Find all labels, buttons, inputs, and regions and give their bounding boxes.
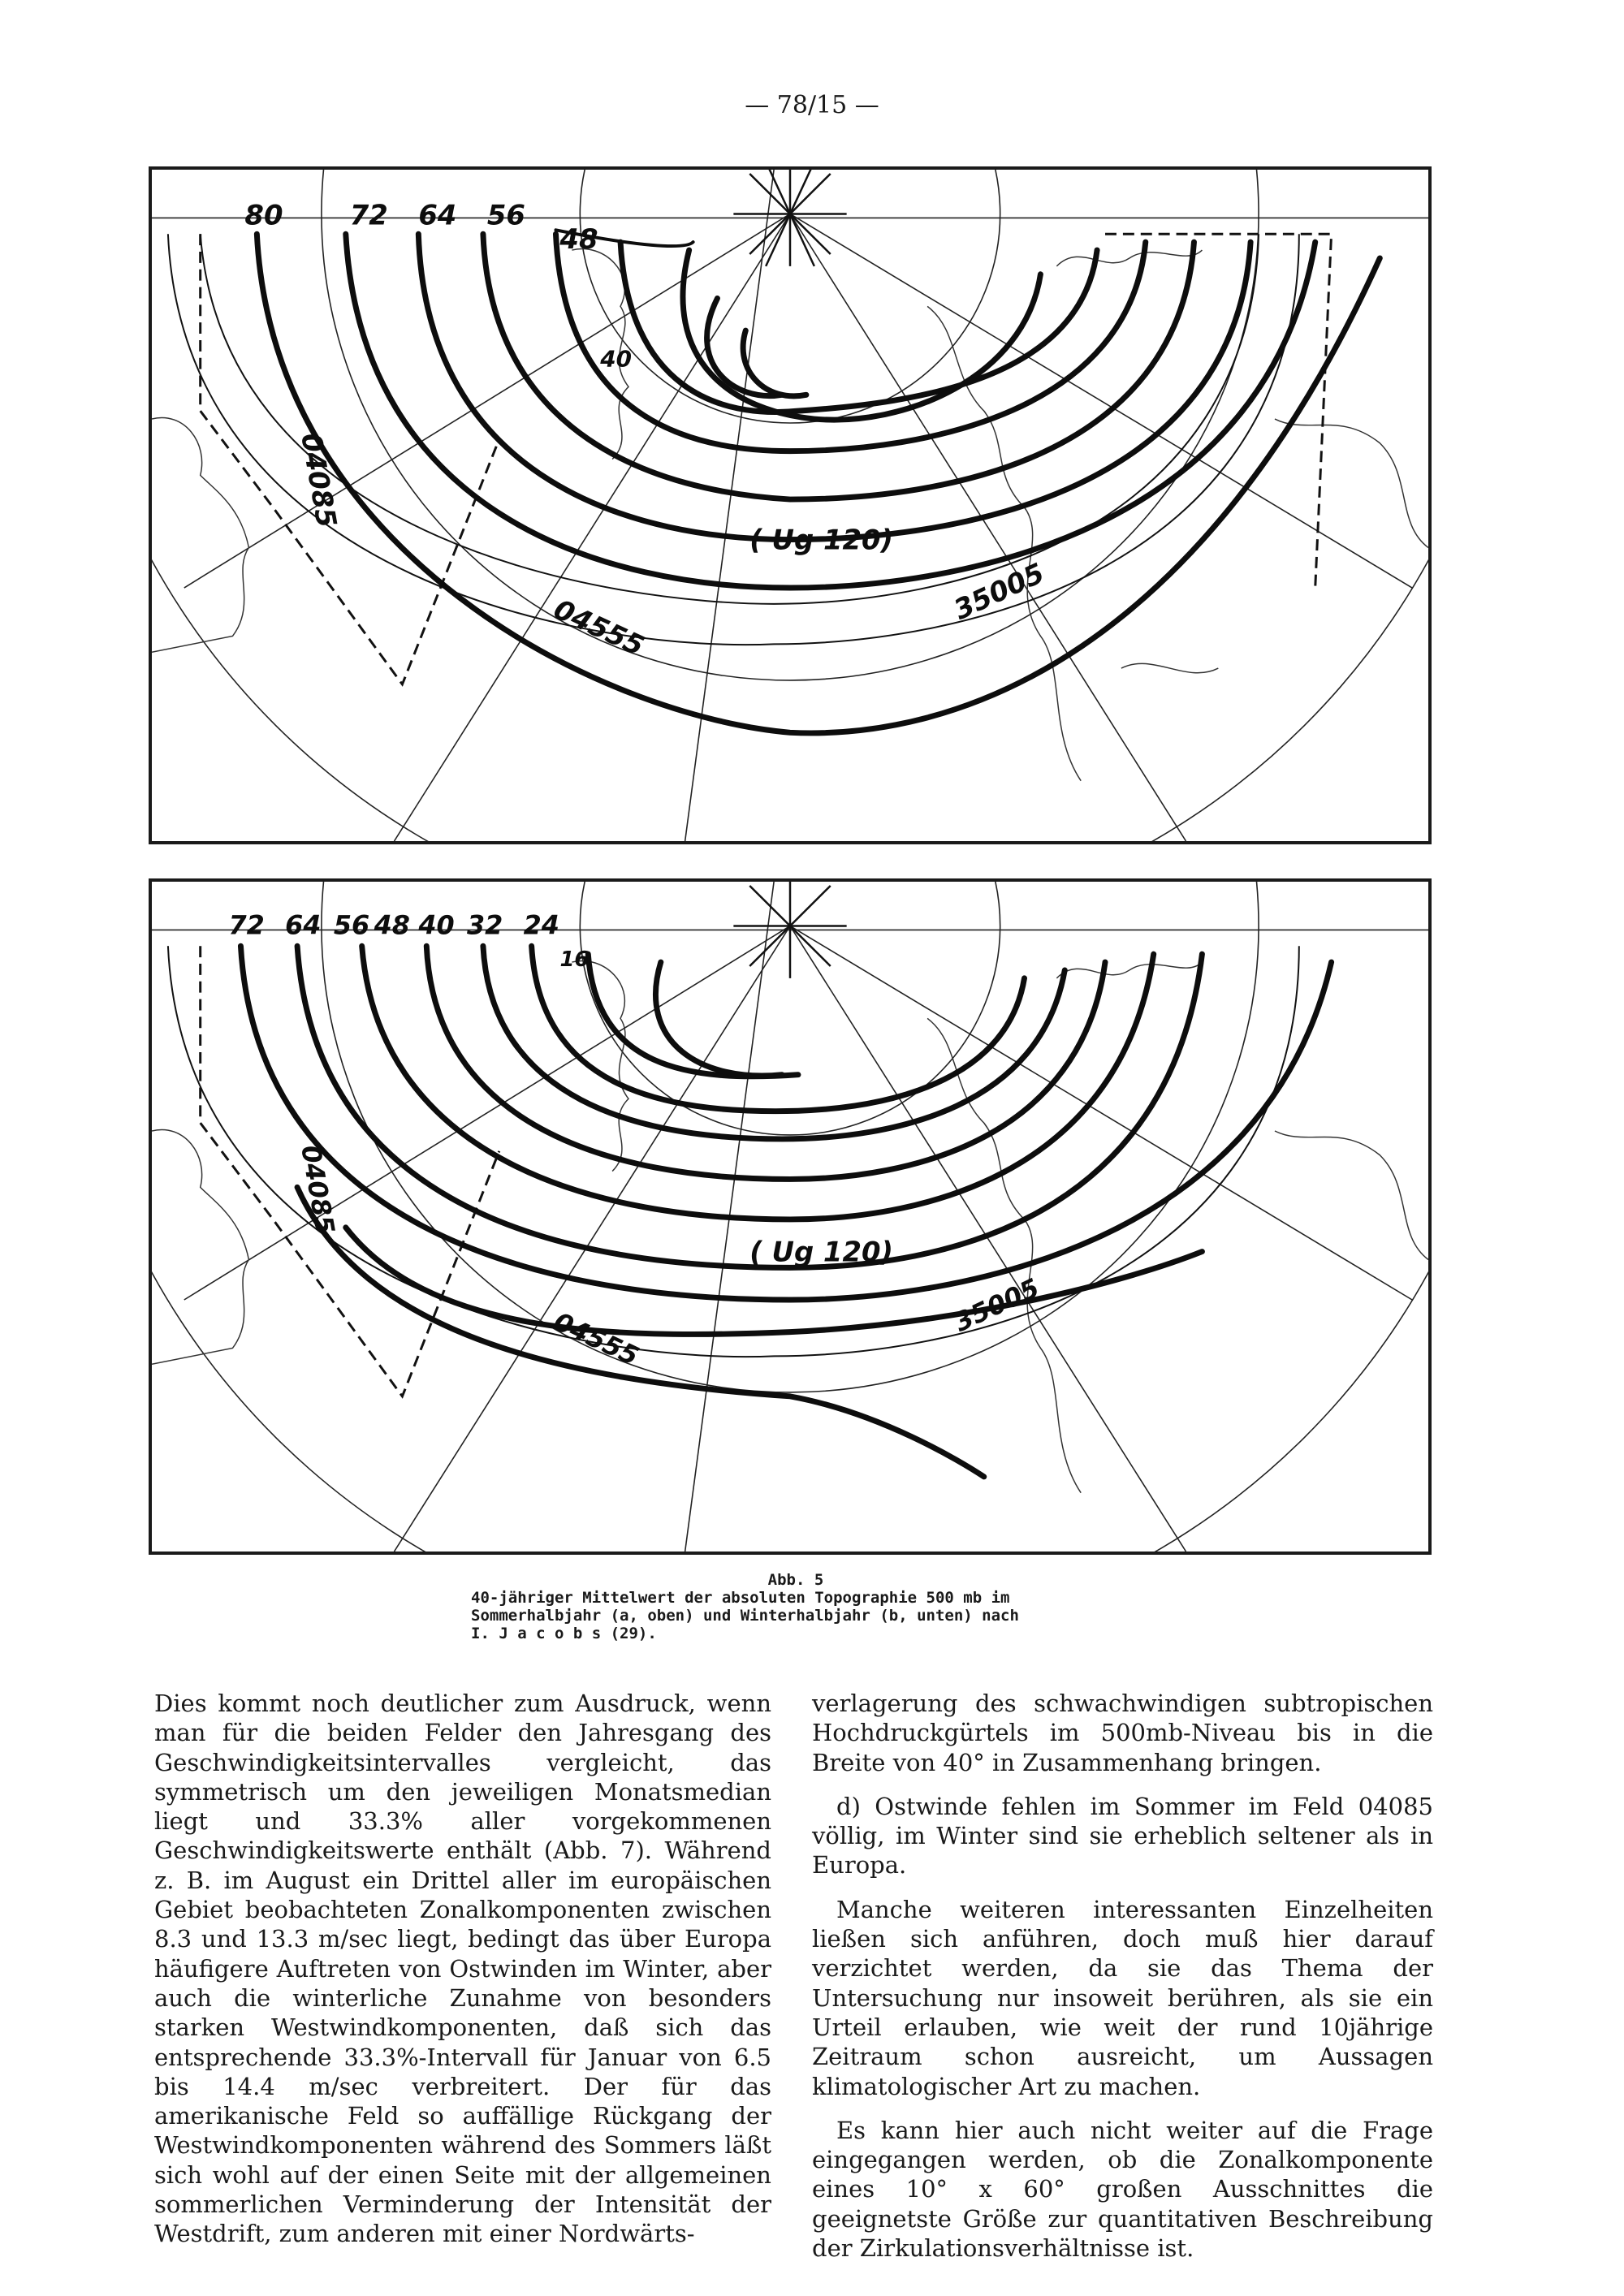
map-summer bbox=[149, 166, 1432, 844]
field-04085-box bbox=[201, 234, 499, 684]
isoline-64 bbox=[483, 234, 1194, 499]
caption-line: Sommerhalbjahr (a, oben) und Winterhalbjahr (b, unten) nach bbox=[471, 1607, 1019, 1625]
isoline-label: 48 bbox=[559, 223, 598, 256]
paragraph: d) Ostwinde fehlen im Sommer im Feld 04085 völlig, im Winter sind sie erheblich seltener als in Europa. bbox=[812, 1792, 1433, 1880]
caption-line: 40-jähriger Mittelwert der absoluten Topographie 500 mb im bbox=[471, 1589, 1010, 1607]
map-summer-svg bbox=[152, 170, 1428, 841]
ug-label: ( Ug 120) bbox=[749, 524, 894, 556]
isoline-label: 48 bbox=[374, 911, 410, 941]
paragraph: verlagerung des schwachwindigen subtropischen Hochdruckgürtels im 500mb-Niveau bis in die Breite von 40° in Zusammenhang bringen. bbox=[812, 1690, 1433, 1776]
isoline-label: 64 bbox=[285, 911, 322, 941]
map-winter-svg bbox=[152, 882, 1428, 1552]
field-label-04555: 04555 bbox=[549, 1307, 643, 1372]
right-column bbox=[812, 1689, 1433, 2277]
caption-title: Abb. 5 bbox=[767, 1571, 824, 1589]
isoline-label: 72 bbox=[349, 199, 388, 231]
field-label-04085: 04085 bbox=[295, 430, 343, 530]
isoline-label: 56 bbox=[486, 199, 525, 231]
caption-line: I. J a c o b s (29). bbox=[471, 1625, 657, 1642]
isoline-label: 64 bbox=[418, 199, 457, 231]
map-winter bbox=[149, 878, 1432, 1555]
graticule bbox=[152, 170, 1428, 841]
field-label-04085: 04085 bbox=[295, 1142, 339, 1236]
ug-label: ( Ug 120) bbox=[749, 1236, 894, 1268]
isoline-label: 32 bbox=[467, 911, 503, 941]
latitude-rings bbox=[168, 946, 1299, 1357]
isohypses bbox=[240, 946, 1331, 1477]
paragraph: Es kann hier auch nicht weiter auf die Frage eingegangen werden, ob die Zonalkomponente eines 10° x 60° großen Ausschnittes die geeignetste Größe zur quantitativen Beschreibung der Zirkulationsverhältnisse ist. bbox=[812, 2116, 1433, 2263]
isoline-32 bbox=[532, 946, 1025, 1111]
isoline-label: 40 bbox=[600, 345, 632, 373]
isoline-label: 72 bbox=[228, 911, 265, 941]
isoline-label: 16 bbox=[559, 947, 590, 972]
coastlines bbox=[152, 249, 1428, 781]
isoline-label: 40 bbox=[418, 911, 455, 941]
isoline-label: 80 bbox=[244, 199, 283, 231]
figure-caption bbox=[471, 1571, 1121, 1642]
page-number: — 78/15 — bbox=[745, 91, 879, 119]
isoline-40 bbox=[743, 330, 806, 396]
field-label-35005: 35005 bbox=[948, 557, 1049, 626]
paragraph: Dies kommt noch deutlicher zum Ausdruck, wenn man für die beiden Felder den Jahresgang des Geschwindigkeitsintervalles vergleicht, das symmetrisch um den jeweiligen Monatsmedian liegt und 33.3% aller vorgekommenen Geschwindigkeitswerte enthält (Abb. 7). Während z. B. im August ein Drittel aller im europäischen Gebiet beobachteten Zonalkomponenten zwischen 8.3 und 13.3 m/sec liegt, bedingt das über Europa häufigere Auftreten von Ostwinden im Winter, aber auch die winterliche Zunahme von besonders starken Westwindkomponenten, daß sich das entsprechende 33.3%-Intervall für Januar von 6.5 bis 14.4 m/sec verbreitert. Der für das amerikanische Feld so auffällige Rückgang der Westwindkomponenten während des Sommers läßt sich wohl auf der einen Seite mit der allgemeinen sommerlichen Verminderung der Intensität der Westdrift, zum anderen mit einer Nordwärts- bbox=[154, 1690, 771, 2248]
isoline-label: 56 bbox=[333, 911, 370, 941]
field-label-04555: 04555 bbox=[549, 593, 650, 662]
paragraph: Manche weiteren interessanten Einzelheiten ließen sich anführen, doch muß hier darauf verzichtet werden, da sie das Thema der Untersuchung nur insoweit berühren, als sie ein Urteil erlauben, wie weit der rund 10jährige Zeitraum schon ausreicht, um Aussagen klimatologischer Art zu machen. bbox=[812, 1895, 1433, 2100]
isoline-16 bbox=[655, 962, 782, 1076]
left-column bbox=[154, 1689, 771, 2264]
isoline-56 bbox=[620, 242, 1097, 412]
field-label-35005: 35005 bbox=[950, 1273, 1044, 1338]
isoline-label: 24 bbox=[523, 911, 559, 941]
